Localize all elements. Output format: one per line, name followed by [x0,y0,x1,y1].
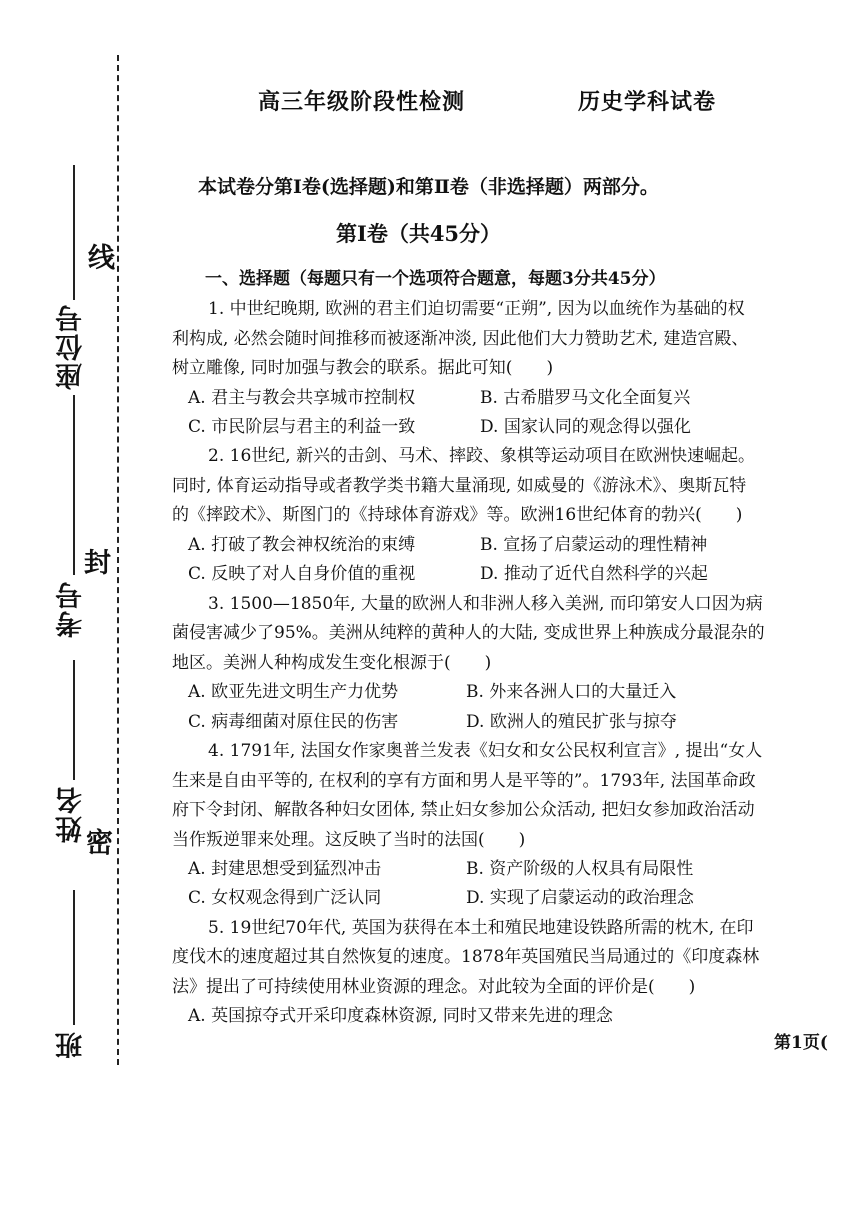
subject-title: 历史学科试卷 [578,89,717,115]
question-text-line: 法》提出了可持续使用林业资源的理念。对此较为全面的评价是( ) [172,977,696,997]
question-text-line: 4. 1791年, 法国女作家奥普兰发表《妇女和女公民权利宣言》, 提出“女人 [208,741,763,761]
question-text-line: 的《摔跤术》、斯图门的《持球体育游戏》等。欧洲16世纪体育的勃兴( ) [172,505,743,525]
name-blank [73,660,75,780]
option-a: A. 君主与教会共享城市控制权 [188,388,416,408]
exam-number-blank [73,395,75,575]
option-b: B. 古希腊罗马文化全面复兴 [480,388,691,408]
question-text-line: 生来是自由平等的, 在权利的享有方面和男人是平等的”。1793年, 法国革命政 [172,771,756,791]
option-d: D. 国家认同的观念得以强化 [480,417,691,437]
question-text-line: 同时, 体育运动指导或者教学类书籍大量涌现, 如威曼的《游泳术》、奥斯瓦特 [172,476,747,496]
seat-number-label: 座位号 [56,303,87,390]
option-c: C. 女权观念得到广泛认同 [188,888,382,908]
question-text-line: 府下令封闭、解散各种妇女团体, 禁止妇女参加公众活动, 把妇女参加政治活动 [172,800,755,820]
option-c: C. 反映了对人自身价值的重视 [188,564,416,584]
seal-char-line: 线 [88,243,115,274]
question-text-line: 菌侵害减少了95%。美洲从纯粹的黄种人的大陆, 变成世界上种族成分最混杂的 [172,623,765,643]
option-d: D. 欧洲人的殖民扩张与掠夺 [466,712,677,732]
seal-char-feng: 封 [84,548,111,579]
question-text-line: 2. 16世纪, 新兴的击剑、马术、摔跤、象棋等运动项目在欧洲快速崛起。 [208,446,756,466]
section-title: 第Ⅰ卷（共45分） [336,221,502,246]
option-a: A. 封建思想受到猛烈冲击 [188,859,382,879]
question-text-line: 度伐木的速度超过其自然恢复的速度。1878年英国殖民当局通过的《印度森林 [172,947,760,967]
option-a: A. 欧亚先进文明生产力优势 [188,682,399,702]
class-label: 班 [56,1030,87,1059]
question-text-line: 3. 1500—1850年, 大量的欧洲人和非洲人移入美洲, 而印第安人口因为病 [208,594,763,614]
question-text-line: 树立雕像, 同时加强与教会的联系。据此可知( ) [172,358,554,378]
page-number: 第1页( [774,1033,828,1053]
seat-number-blank [73,165,75,300]
question-text-line: 利构成, 必然会随时间推移而被逐渐冲淡, 因此他们大力赞助艺术, 建造宫殿、 [172,329,749,349]
option-c: C. 市民阶层与君主的利益一致 [188,417,416,437]
part-heading: 一、选择题（每题只有一个选项符合题意，每题3分共45分） [205,269,666,289]
option-c: C. 病毒细菌对原住民的伤害 [188,712,399,732]
option-b: B. 外来各洲人口的大量迁入 [466,682,677,702]
seal-char-mi: 密 [86,828,113,859]
paper-intro: 本试卷分第Ⅰ卷(选择题)和第Ⅱ卷（非选择题）两部分。 [198,176,659,198]
option-b: B. 宣扬了启蒙运动的理性精神 [480,535,708,555]
question-text-line: 当作叛逆罪来处理。这反映了当时的法国( ) [172,830,526,850]
binding-cut-line [117,55,119,1065]
exam-title: 高三年级阶段性检测 [258,89,466,115]
name-label: 姓名 [56,785,87,843]
question-text-line: 地区。美洲人种构成发生变化根源于( ) [172,653,492,673]
class-blank [73,890,75,1025]
option-b: B. 资产阶级的人权具有局限性 [466,859,694,879]
exam-number-label: 考号 [56,580,87,638]
option-a: A. 打破了教会神权统治的束缚 [188,535,416,555]
option-a: A. 英国掠夺式开采印度森林资源, 同时又带来先进的理念 [188,1006,613,1026]
option-d: D. 实现了启蒙运动的政治理念 [466,888,694,908]
question-text-line: 1. 中世纪晚期, 欧洲的君主们迫切需要“正朔”, 因为以血统作为基础的权 [208,299,745,319]
question-text-line: 5. 19世纪70年代, 英国为获得在本土和殖民地建设铁路所需的枕木, 在印 [208,918,754,938]
option-d: D. 推动了近代自然科学的兴起 [480,564,708,584]
